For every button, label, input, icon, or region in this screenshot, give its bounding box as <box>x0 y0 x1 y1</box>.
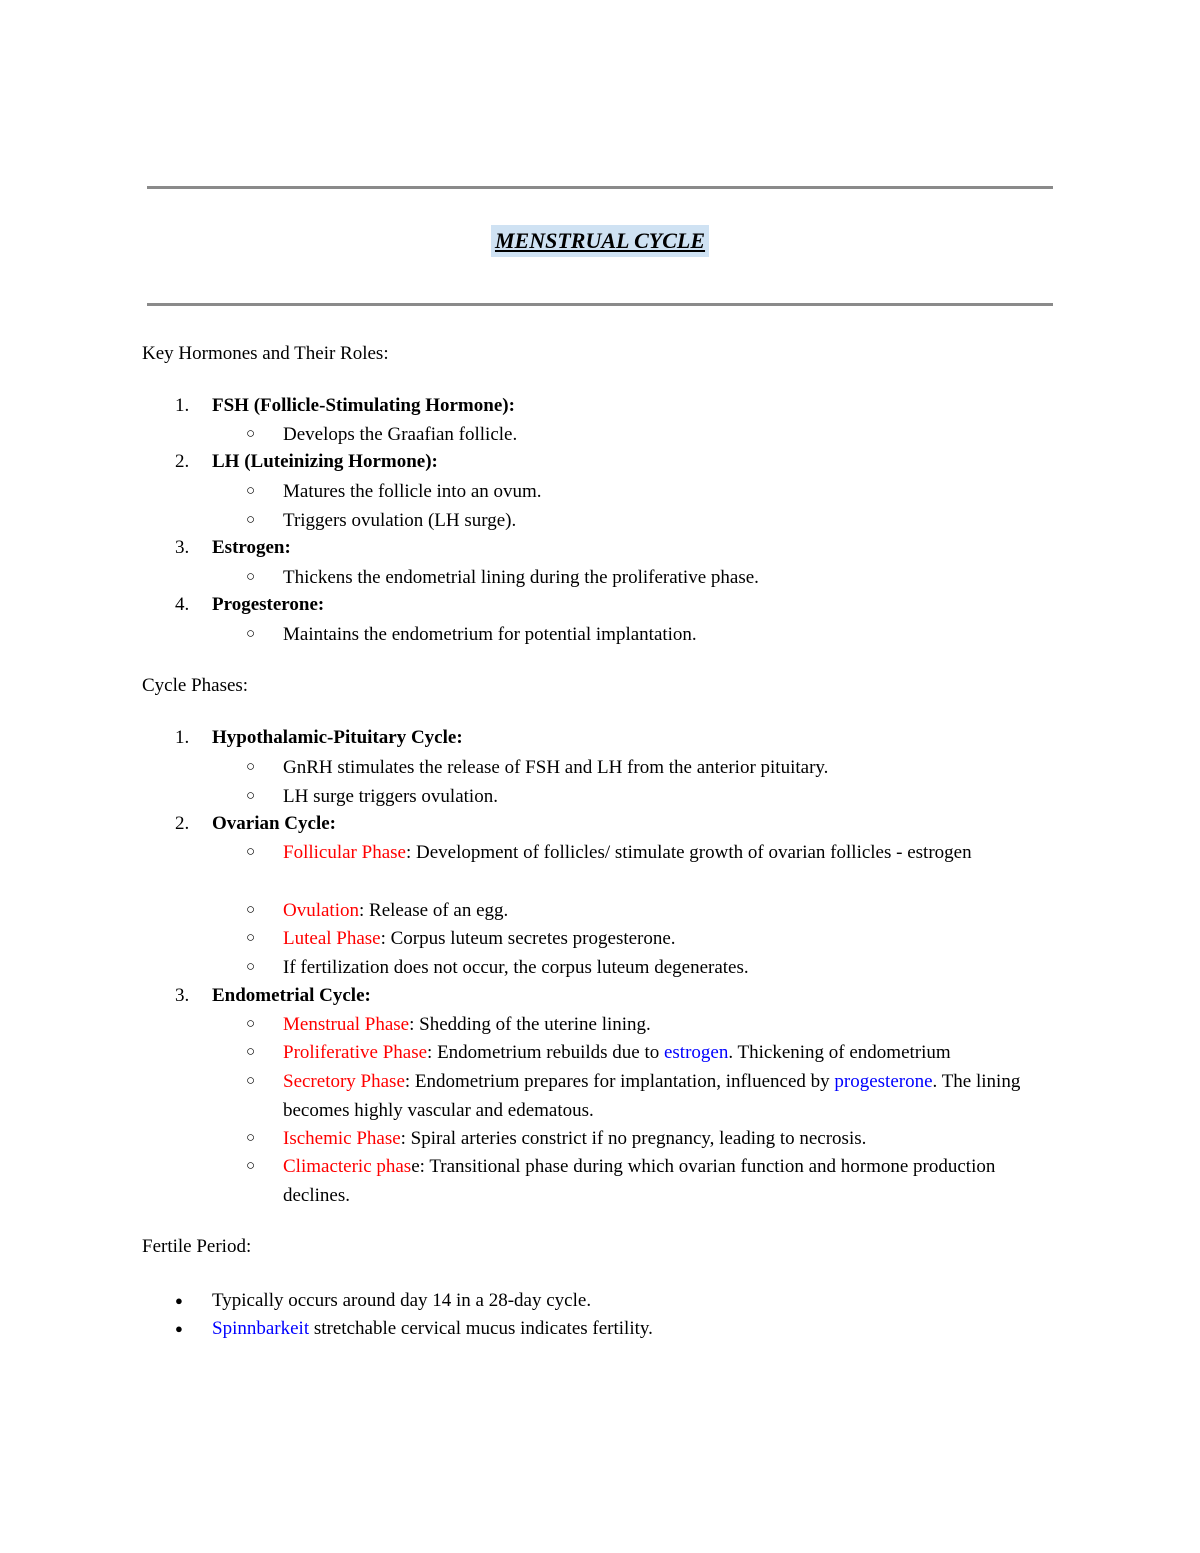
term-highlight: Spinnbarkeit <box>212 1318 310 1339</box>
circle-bullet-icon: ○ <box>246 1158 256 1174</box>
list-item <box>246 896 1046 925</box>
phase-term: Follicular Phase <box>283 842 406 863</box>
circle-bullet-icon: ○ <box>246 626 256 642</box>
circle-bullet-icon: ○ <box>246 1073 256 1089</box>
hormone-label: LH (Luteinizing Hormone): <box>212 451 438 472</box>
circle-bullet-icon: ○ <box>246 902 256 918</box>
list-number: 4. <box>175 594 190 615</box>
top-horizontal-rule <box>147 186 1053 189</box>
list-item <box>246 953 1046 982</box>
phases-heading: Cycle Phases: <box>142 675 249 696</box>
phase-term: Ovulation <box>283 900 359 921</box>
phase-description: : Release of an egg. <box>359 900 509 921</box>
list-item-text <box>283 1067 1046 1125</box>
circle-bullet-icon: ○ <box>246 426 256 442</box>
phase-term: Proliferative Phase <box>283 1042 428 1063</box>
circle-bullet-icon: ○ <box>246 1044 256 1060</box>
circle-bullet-icon: ○ <box>246 512 256 528</box>
list-number: 3. <box>175 537 190 558</box>
list-item <box>246 420 1046 449</box>
list-item <box>246 1010 1046 1039</box>
phase-label: Ovarian Cycle: <box>212 813 337 834</box>
hormone-label: Estrogen: <box>212 537 291 558</box>
list-item-text: Develops the Graafian follicle. <box>283 424 518 445</box>
circle-bullet-icon: ○ <box>246 483 256 499</box>
list-item-text <box>283 838 1046 867</box>
phase-description: : Spiral arteries constrict if no pregnancy, leading to necrosis. <box>400 1128 867 1149</box>
list-item-text: Maintains the endometrium for potential implantation. <box>283 624 697 645</box>
list-item-text: LH surge triggers ovulation. <box>283 786 498 807</box>
list-number: 1. <box>175 727 190 748</box>
list-item-text <box>283 1010 1046 1039</box>
hormone-item-estrogen <box>175 536 291 560</box>
phase-term: Ischemic Phase <box>283 1128 401 1149</box>
list-item-text <box>283 924 1046 953</box>
circle-bullet-icon: ○ <box>246 788 256 804</box>
phase-description: . The lining becomes highly vascular and edematous. <box>283 1071 1021 1121</box>
list-item <box>246 1152 1046 1210</box>
list-item <box>246 563 1046 592</box>
hormones-heading: Key Hormones and Their Roles: <box>142 343 389 364</box>
list-item-text <box>212 1314 975 1343</box>
phase-term: Climacteric phas <box>283 1156 412 1177</box>
list-item-text: If fertilization does not occur, the corpus luteum degenerates. <box>283 957 749 978</box>
circle-bullet-icon: ○ <box>246 1016 256 1032</box>
circle-bullet-icon: ○ <box>246 844 256 860</box>
circle-bullet-icon: ○ <box>246 930 256 946</box>
phase-item-hypothalamic <box>175 726 463 750</box>
disc-bullet-icon: ● <box>175 1293 183 1308</box>
circle-bullet-icon: ○ <box>246 959 256 975</box>
list-item-text: Matures the follicle into an ovum. <box>283 481 542 502</box>
circle-bullet-icon: ○ <box>246 1130 256 1146</box>
list-number: 1. <box>175 395 190 416</box>
list-item-text <box>283 1038 1046 1067</box>
list-item-text <box>283 1152 1046 1210</box>
list-number: 2. <box>175 451 190 472</box>
hormone-label: FSH (Follicle-Stimulating Hormone): <box>212 395 515 416</box>
phase-description: : Shedding of the uterine lining. <box>409 1014 651 1035</box>
disc-bullet-icon: ● <box>175 1321 183 1336</box>
list-item <box>175 1314 975 1343</box>
circle-bullet-icon: ○ <box>246 759 256 775</box>
hormone-item-fsh <box>175 394 515 418</box>
list-item-text: Typically occurs around day 14 in a 28-day cycle. <box>212 1290 592 1311</box>
bottom-horizontal-rule <box>147 303 1053 306</box>
list-item-text <box>283 896 1046 925</box>
hormone-item-lh <box>175 450 438 474</box>
phase-description: : Endometrium rebuilds due to <box>427 1042 664 1063</box>
title-container <box>0 225 1200 257</box>
hormone-item-progesterone <box>175 593 324 617</box>
phase-label: Hypothalamic-Pituitary Cycle: <box>212 727 463 748</box>
phase-item-endometrial <box>175 984 371 1008</box>
phase-term: Secretory Phase <box>283 1071 405 1092</box>
list-item-text: GnRH stimulates the release of FSH and LH from the anterior pituitary. <box>283 757 829 778</box>
circle-bullet-icon: ○ <box>246 569 256 585</box>
fertile-heading: Fertile Period: <box>142 1236 252 1257</box>
phase-description: : Endometrium prepares for implantation, influenced by <box>404 1071 835 1092</box>
list-item <box>246 753 1046 782</box>
list-item <box>246 1124 1046 1153</box>
list-number: 2. <box>175 813 190 834</box>
phase-item-ovarian <box>175 812 336 836</box>
list-item-text: Thickens the endometrial lining during the proliferative phase. <box>283 567 759 588</box>
hormone-label: Progesterone: <box>212 594 325 615</box>
list-item <box>246 924 1046 953</box>
list-item <box>246 620 1046 649</box>
list-number: 3. <box>175 985 190 1006</box>
list-item <box>246 782 1046 811</box>
list-item <box>246 838 1046 867</box>
phase-description: e: Transitional phase during which ovarian function and hormone production declines. <box>283 1156 996 1206</box>
phase-term: Menstrual Phase <box>283 1014 410 1035</box>
phase-description: . Thickening of endometrium <box>728 1042 951 1063</box>
list-item-description: stretchable cervical mucus indicates fertility. <box>309 1318 653 1339</box>
list-item <box>246 477 1046 506</box>
list-item <box>246 506 1046 535</box>
hormone-term: progesterone <box>834 1071 933 1092</box>
list-item-text <box>283 1124 1046 1153</box>
list-item <box>246 1067 1046 1125</box>
list-item-text: Triggers ovulation (LH surge). <box>283 510 517 531</box>
hormone-term: estrogen <box>663 1042 729 1063</box>
phase-description: : Corpus luteum secretes progesterone. <box>380 928 676 949</box>
phase-term: Luteal Phase <box>283 928 381 949</box>
list-item <box>175 1286 975 1315</box>
list-item <box>246 1038 1046 1067</box>
document-title: MENSTRUAL CYCLE <box>491 225 709 257</box>
phase-label: Endometrial Cycle: <box>212 985 371 1006</box>
phase-description: : Development of follicles/ stimulate growth of ovarian follicles - estrogen <box>405 842 972 863</box>
